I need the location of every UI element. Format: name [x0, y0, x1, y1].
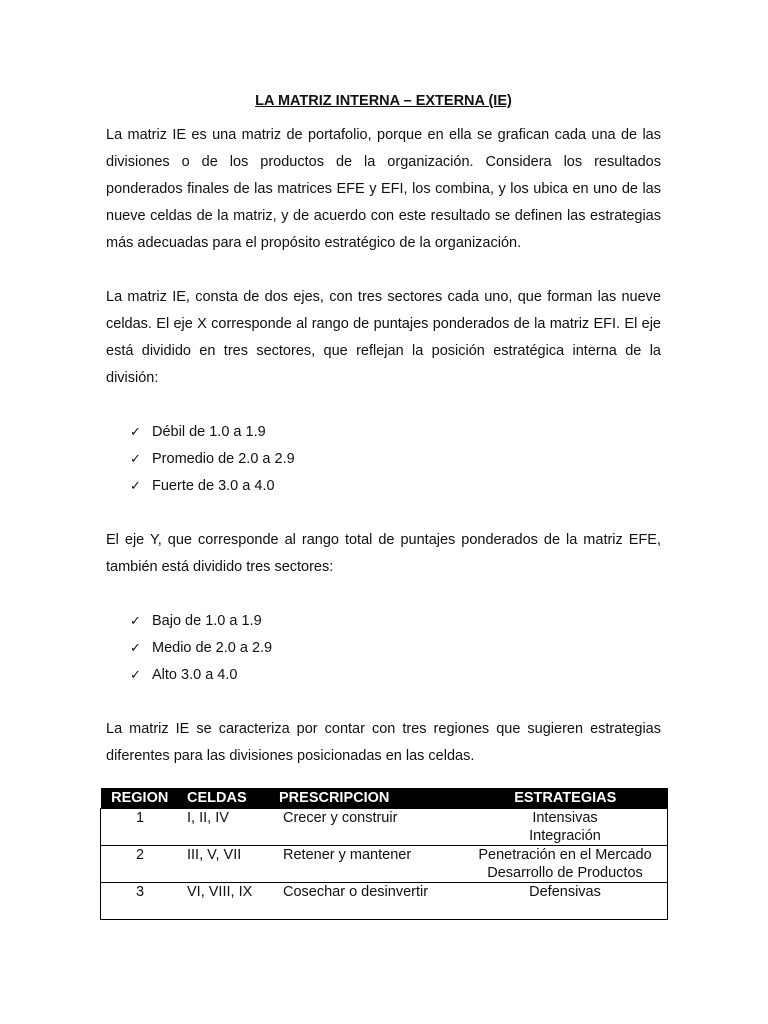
cell-celdas: VI, VIII, IX — [179, 883, 279, 920]
regions-table — [100, 788, 668, 920]
cell-celdas: III, V, VII — [179, 846, 279, 883]
cell-region: 1 — [101, 809, 180, 846]
document-title: LA MATRIZ INTERNA – EXTERNA (IE) — [255, 93, 512, 109]
strategy-item: Intensivas — [532, 810, 598, 826]
strategy-item: Integración — [529, 828, 601, 844]
x-axis-sectors-list — [106, 419, 661, 500]
cell-prescripcion: Retener y mantener — [279, 846, 463, 883]
list-item: ✓ Bajo de 1.0 a 1.9 — [130, 608, 661, 635]
strategy-item: Penetración en el Mercado — [478, 847, 652, 863]
strategy-item: Desarrollo de Productos — [487, 865, 643, 881]
list-item: ✓ Medio de 2.0 a 2.9 — [130, 635, 661, 662]
list-item: ✓ Promedio de 2.0 a 2.9 — [130, 446, 661, 473]
list-item: ✓ Fuerte de 3.0 a 4.0 — [130, 473, 661, 500]
table-header-row — [101, 788, 668, 809]
list-item: ✓ Débil de 1.0 a 1.9 — [130, 419, 661, 446]
cell-estrategias — [463, 883, 668, 920]
checkmark-icon: ✓ — [130, 425, 141, 440]
cell-estrategias — [463, 846, 668, 883]
header-region: REGION — [101, 788, 180, 809]
document-page — [106, 90, 661, 920]
cell-estrategias — [463, 809, 668, 846]
cell-region: 2 — [101, 846, 180, 883]
table-row — [101, 846, 668, 883]
cell-region: 3 — [101, 883, 180, 920]
y-axis-paragraph: El eje Y, que corresponde al rango total de puntajes ponderados de la matriz EFE, también está dividido tres sectores: — [106, 532, 661, 575]
checkmark-icon: ✓ — [130, 641, 141, 656]
axes-paragraph: La matriz IE, consta de dos ejes, con tres sectores cada uno, que forman las nueve celdas. El eje X corresponde al rango de puntajes ponderados de la matriz EFI. El eje está dividido en tres sectores, que reflejan la posición estratégica interna de la división: — [106, 289, 661, 386]
cell-prescripcion: Crecer y construir — [279, 809, 463, 846]
header-estrategias: ESTRATEGIAS — [463, 788, 668, 809]
header-celdas: CELDAS — [179, 788, 279, 809]
regions-paragraph: La matriz IE se caracteriza por contar con tres regiones que sugieren estrategias diferentes para las divisiones posicionadas en las celdas. — [106, 721, 661, 764]
header-prescripcion: PRESCRIPCION — [279, 788, 463, 809]
list-item: ✓ Alto 3.0 a 4.0 — [130, 662, 661, 689]
cell-prescripcion: Cosechar o desinvertir — [279, 883, 463, 920]
table-row — [101, 809, 668, 846]
checkmark-icon: ✓ — [130, 668, 141, 683]
checkmark-icon: ✓ — [130, 479, 141, 494]
checkmark-icon: ✓ — [130, 614, 141, 629]
table-row — [101, 883, 668, 920]
strategy-item: Defensivas — [529, 884, 601, 900]
cell-celdas: I, II, IV — [179, 809, 279, 846]
checkmark-icon: ✓ — [130, 452, 141, 467]
intro-paragraph: La matriz IE es una matriz de portafolio, porque en ella se grafican cada una de las divisiones o de los productos de la organización. Considera los resultados ponderados finales de las matrices EFE y EFI, los combina, y los ubica en uno de las nueve celdas de la matriz, y de acuerdo con este resultado se definen las estrategias más adecuadas para el propósito estratégico de la organización. — [106, 127, 661, 251]
y-axis-sectors-list — [106, 608, 661, 689]
